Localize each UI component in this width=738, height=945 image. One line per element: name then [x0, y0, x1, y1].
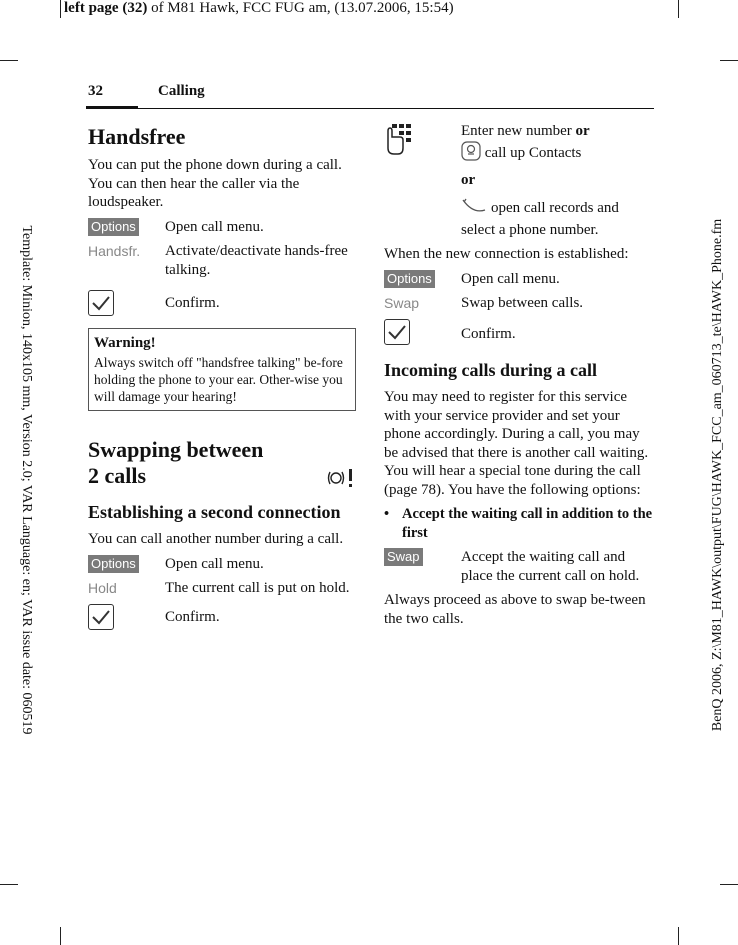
crop-mark: [60, 927, 61, 945]
step-row: [384, 270, 654, 289]
crop-mark: [0, 60, 18, 61]
header-page-label: left page: [64, 0, 119, 16]
crop-mark: [678, 927, 679, 945]
step-desc: Open call menu.: [461, 270, 560, 287]
step-desc: The current call is put on hold.: [165, 580, 350, 596]
call-records-text: open call records and select a phone number.: [461, 199, 619, 238]
header-meta: [64, 0, 454, 17]
hold-softkey: Hold: [88, 580, 117, 596]
closing-text: Always proceed as above to swap be-tween the two calls.: [384, 592, 646, 627]
right-column: [384, 122, 654, 628]
or-label: or: [575, 123, 590, 139]
page-number: 32: [88, 83, 103, 99]
header-page-ref: (32): [122, 0, 148, 16]
side-file-path: BenQ 2006, Z:\M81_HAWK\output\FUG\HAWK_FCC_am_060713_te\HAWK_Phone.fm: [710, 218, 725, 732]
call-records-key-icon: [461, 196, 487, 221]
second-connection-title: Establishing a second connection: [88, 502, 341, 522]
check-icon: [384, 319, 410, 345]
step-desc: Activate/deactivate hands-free talking.: [165, 243, 348, 278]
bullet-text: Accept the waiting call in addition to the first: [402, 506, 653, 541]
swapping-title-line1: Swapping between: [88, 437, 264, 462]
check-icon: [88, 290, 114, 316]
check-icon: [88, 604, 114, 630]
page-section-title: Calling: [158, 83, 205, 99]
step-desc: Confirm.: [165, 295, 220, 311]
left-column: [88, 124, 356, 630]
header-doc-info: of M81 Hawk, FCC FUG am,: [151, 0, 331, 16]
options-softkey: Options: [384, 270, 435, 288]
warning-box: [88, 328, 356, 411]
enter-number-text: Enter new number: [461, 123, 572, 139]
step-desc: Confirm.: [461, 326, 516, 342]
swapping-title-line2: 2 calls: [88, 463, 147, 488]
handsfree-title: Handsfree: [88, 124, 186, 149]
contacts-text: call up Contacts: [484, 144, 582, 161]
second-connection-intro: You can call another number during a call.: [88, 531, 344, 547]
step-row: [384, 294, 654, 313]
established-text: When the new connection is established:: [384, 246, 629, 262]
incoming-text: You may need to register for this service with your service provider and set your phone accordingly. During a call, you may be advised that there is another call waiting. You will hear a special tone during the call (page 78). You have the following options:: [384, 389, 649, 498]
crop-mark: [678, 0, 679, 18]
header-rule-accent: [86, 106, 138, 109]
crop-mark: [0, 884, 18, 885]
enter-number-row: [384, 122, 654, 166]
enter-number-desc: [461, 122, 590, 166]
step-row: [88, 242, 356, 279]
header-rule: [86, 108, 654, 109]
bullet-item: [384, 505, 654, 542]
step-row: [88, 555, 356, 574]
options-softkey: Options: [88, 218, 139, 236]
step-row: [88, 290, 356, 316]
or-label: or: [461, 172, 476, 188]
step-row: [88, 218, 356, 237]
step-desc: Swap between calls.: [461, 295, 584, 311]
header-date: (13.07.2006, 15:54): [334, 0, 454, 16]
swap-softkey: Swap: [384, 548, 423, 566]
handsfree-softkey: Handsfr.: [88, 243, 141, 259]
swap-softkey: Swap: [384, 295, 420, 311]
step-desc: Accept the waiting call and place the current call on hold.: [461, 549, 640, 584]
warning-title: Warning!: [94, 335, 156, 351]
step-row: [88, 579, 356, 598]
network-service-icon: [326, 467, 356, 494]
options-softkey: Options: [88, 555, 139, 573]
handsfree-intro: You can put the phone down during a call. You can then hear the caller via the loudspeaker.: [88, 157, 342, 210]
keypad-icon: [384, 143, 416, 160]
bullet-dot: •: [384, 506, 390, 522]
incoming-title: Incoming calls during a call: [384, 360, 598, 380]
step-desc: Confirm.: [165, 609, 220, 625]
warning-text: Always switch off "handsfree talking" be-fore holding the phone to your ear. Other-wise you will damage your hearing!: [94, 355, 343, 404]
crop-mark: [720, 884, 738, 885]
step-desc: Open call menu.: [165, 555, 264, 572]
contacts-key-icon: [461, 141, 481, 167]
side-template-info: Template: Minion, 140x105 mm, Version 2.0; VAR Language: en; VAR issue date: 060519: [19, 225, 34, 735]
step-desc: Open call menu.: [165, 218, 264, 235]
step-row: [384, 319, 654, 345]
crop-mark: [60, 0, 61, 18]
crop-mark: [720, 60, 738, 61]
step-row: [88, 604, 356, 630]
step-row: [384, 548, 654, 585]
call-records-row: [384, 196, 654, 240]
